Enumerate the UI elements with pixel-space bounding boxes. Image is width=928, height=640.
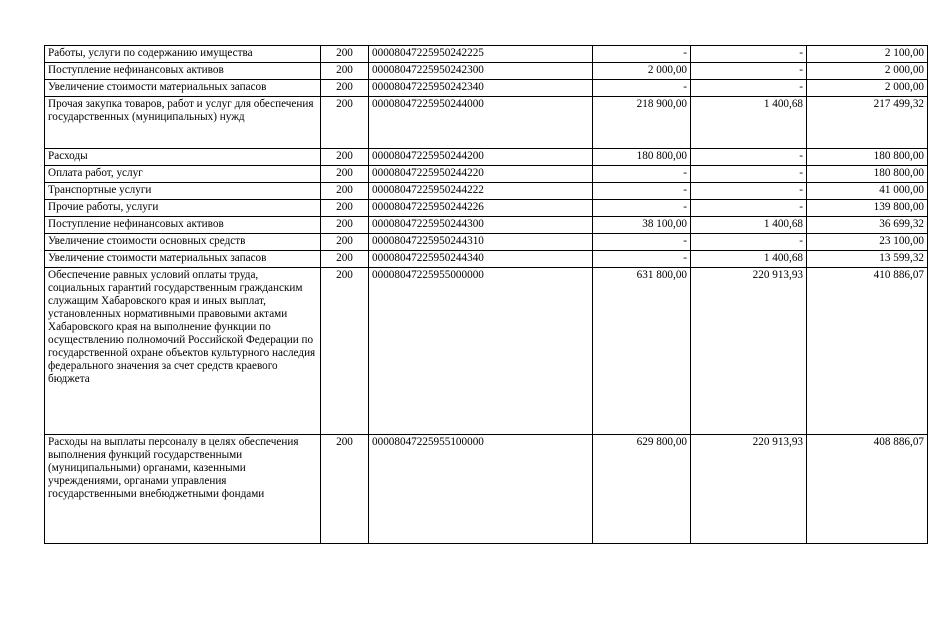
row-exec-cell: -	[691, 166, 807, 183]
row-code-cell: 200	[321, 200, 369, 217]
row-name-cell: Увеличение стоимости основных средств	[45, 234, 321, 251]
row-rest-cell: 410 886,07	[807, 268, 928, 435]
row-plan-cell: -	[593, 80, 691, 97]
row-rest-cell: 2 100,00	[807, 46, 928, 63]
row-name-cell: Прочая закупка товаров, работ и услуг для обеспечения государственных (муниципальных) нужд	[45, 97, 321, 149]
row-kbk-cell: 00008047225950244222	[369, 183, 593, 200]
row-kbk-cell: 00008047225950244220	[369, 166, 593, 183]
row-code-cell: 200	[321, 217, 369, 234]
row-code-cell: 200	[321, 149, 369, 166]
row-exec-cell: -	[691, 200, 807, 217]
row-rest-cell: 2 000,00	[807, 63, 928, 80]
row-kbk-cell: 00008047225950244310	[369, 234, 593, 251]
table-row	[45, 217, 928, 234]
row-name-cell: Транспортные услуги	[45, 183, 321, 200]
table-row	[45, 80, 928, 97]
row-kbk-cell: 00008047225950244300	[369, 217, 593, 234]
row-plan-cell: 2 000,00	[593, 63, 691, 80]
table-row	[45, 435, 928, 544]
row-exec-cell: 1 400,68	[691, 217, 807, 234]
row-name-cell: Прочие работы, услуги	[45, 200, 321, 217]
row-code-cell: 200	[321, 251, 369, 268]
row-exec-cell: 1 400,68	[691, 251, 807, 268]
row-plan-cell: 38 100,00	[593, 217, 691, 234]
table-row	[45, 268, 928, 435]
row-rest-cell: 36 699,32	[807, 217, 928, 234]
row-kbk-cell: 00008047225950244000	[369, 97, 593, 149]
row-plan-cell: 218 900,00	[593, 97, 691, 149]
row-exec-cell: -	[691, 234, 807, 251]
row-code-cell: 200	[321, 183, 369, 200]
row-rest-cell: 408 886,07	[807, 435, 928, 544]
row-plan-cell: -	[593, 183, 691, 200]
row-kbk-cell: 00008047225950244226	[369, 200, 593, 217]
row-code-cell: 200	[321, 234, 369, 251]
row-code-cell: 200	[321, 268, 369, 435]
row-plan-cell: 629 800,00	[593, 435, 691, 544]
row-code-cell: 200	[321, 46, 369, 63]
row-plan-cell: 180 800,00	[593, 149, 691, 166]
row-exec-cell: 220 913,93	[691, 268, 807, 435]
row-kbk-cell: 00008047225950242340	[369, 80, 593, 97]
row-plan-cell: -	[593, 234, 691, 251]
row-name-cell: Поступление нефинансовых активов	[45, 63, 321, 80]
row-rest-cell: 23 100,00	[807, 234, 928, 251]
row-exec-cell: 1 400,68	[691, 97, 807, 149]
row-kbk-cell: 00008047225950242300	[369, 63, 593, 80]
row-code-cell: 200	[321, 435, 369, 544]
row-kbk-cell: 00008047225950242225	[369, 46, 593, 63]
row-exec-cell: -	[691, 63, 807, 80]
row-rest-cell: 139 800,00	[807, 200, 928, 217]
table-body	[45, 46, 928, 544]
row-rest-cell: 41 000,00	[807, 183, 928, 200]
row-name-cell: Увеличение стоимости материальных запасов	[45, 80, 321, 97]
row-rest-cell: 180 800,00	[807, 149, 928, 166]
table-row	[45, 234, 928, 251]
row-name-cell: Увеличение стоимости материальных запасов	[45, 251, 321, 268]
row-code-cell: 200	[321, 80, 369, 97]
row-exec-cell: 220 913,93	[691, 435, 807, 544]
row-rest-cell: 180 800,00	[807, 166, 928, 183]
table-row	[45, 97, 928, 149]
row-exec-cell: -	[691, 80, 807, 97]
row-rest-cell: 13 599,32	[807, 251, 928, 268]
row-exec-cell: -	[691, 183, 807, 200]
row-plan-cell: -	[593, 166, 691, 183]
row-exec-cell: -	[691, 46, 807, 63]
row-code-cell: 200	[321, 166, 369, 183]
table-row	[45, 183, 928, 200]
row-kbk-cell: 00008047225950244200	[369, 149, 593, 166]
row-rest-cell: 2 000,00	[807, 80, 928, 97]
row-name-cell: Оплата работ, услуг	[45, 166, 321, 183]
table-row	[45, 149, 928, 166]
row-exec-cell: -	[691, 149, 807, 166]
row-code-cell: 200	[321, 63, 369, 80]
row-kbk-cell: 00008047225950244340	[369, 251, 593, 268]
table-row	[45, 166, 928, 183]
row-code-cell: 200	[321, 97, 369, 149]
row-name-cell: Работы, услуги по содержанию имущества	[45, 46, 321, 63]
row-plan-cell: -	[593, 200, 691, 217]
row-plan-cell: 631 800,00	[593, 268, 691, 435]
row-rest-cell: 217 499,32	[807, 97, 928, 149]
table-row	[45, 46, 928, 63]
budget-execution-table	[44, 45, 928, 544]
row-plan-cell: -	[593, 46, 691, 63]
row-kbk-cell: 00008047225955100000	[369, 435, 593, 544]
row-name-cell: Расходы	[45, 149, 321, 166]
row-name-cell: Расходы на выплаты персоналу в целях обеспечения выполнения функций государственными (муниципальными) органами, казенными учреждениями, органами управления государственными внебюджетными фондами	[45, 435, 321, 544]
table-row	[45, 251, 928, 268]
table-row	[45, 200, 928, 217]
row-kbk-cell: 00008047225955000000	[369, 268, 593, 435]
table-row	[45, 63, 928, 80]
row-name-cell: Поступление нефинансовых активов	[45, 217, 321, 234]
row-name-cell: Обеспечение равных условий оплаты труда, социальных гарантий государственным гражданским служащим Хабаровского края и иных выплат, установленных нормативными правовыми актами Хабаровского края на выполнение функции по осуществлению полномочий Российской Федерации по государственной охране объектов культурного наследия федерального значения за счет средств краевого бюджета	[45, 268, 321, 435]
row-plan-cell: -	[593, 251, 691, 268]
